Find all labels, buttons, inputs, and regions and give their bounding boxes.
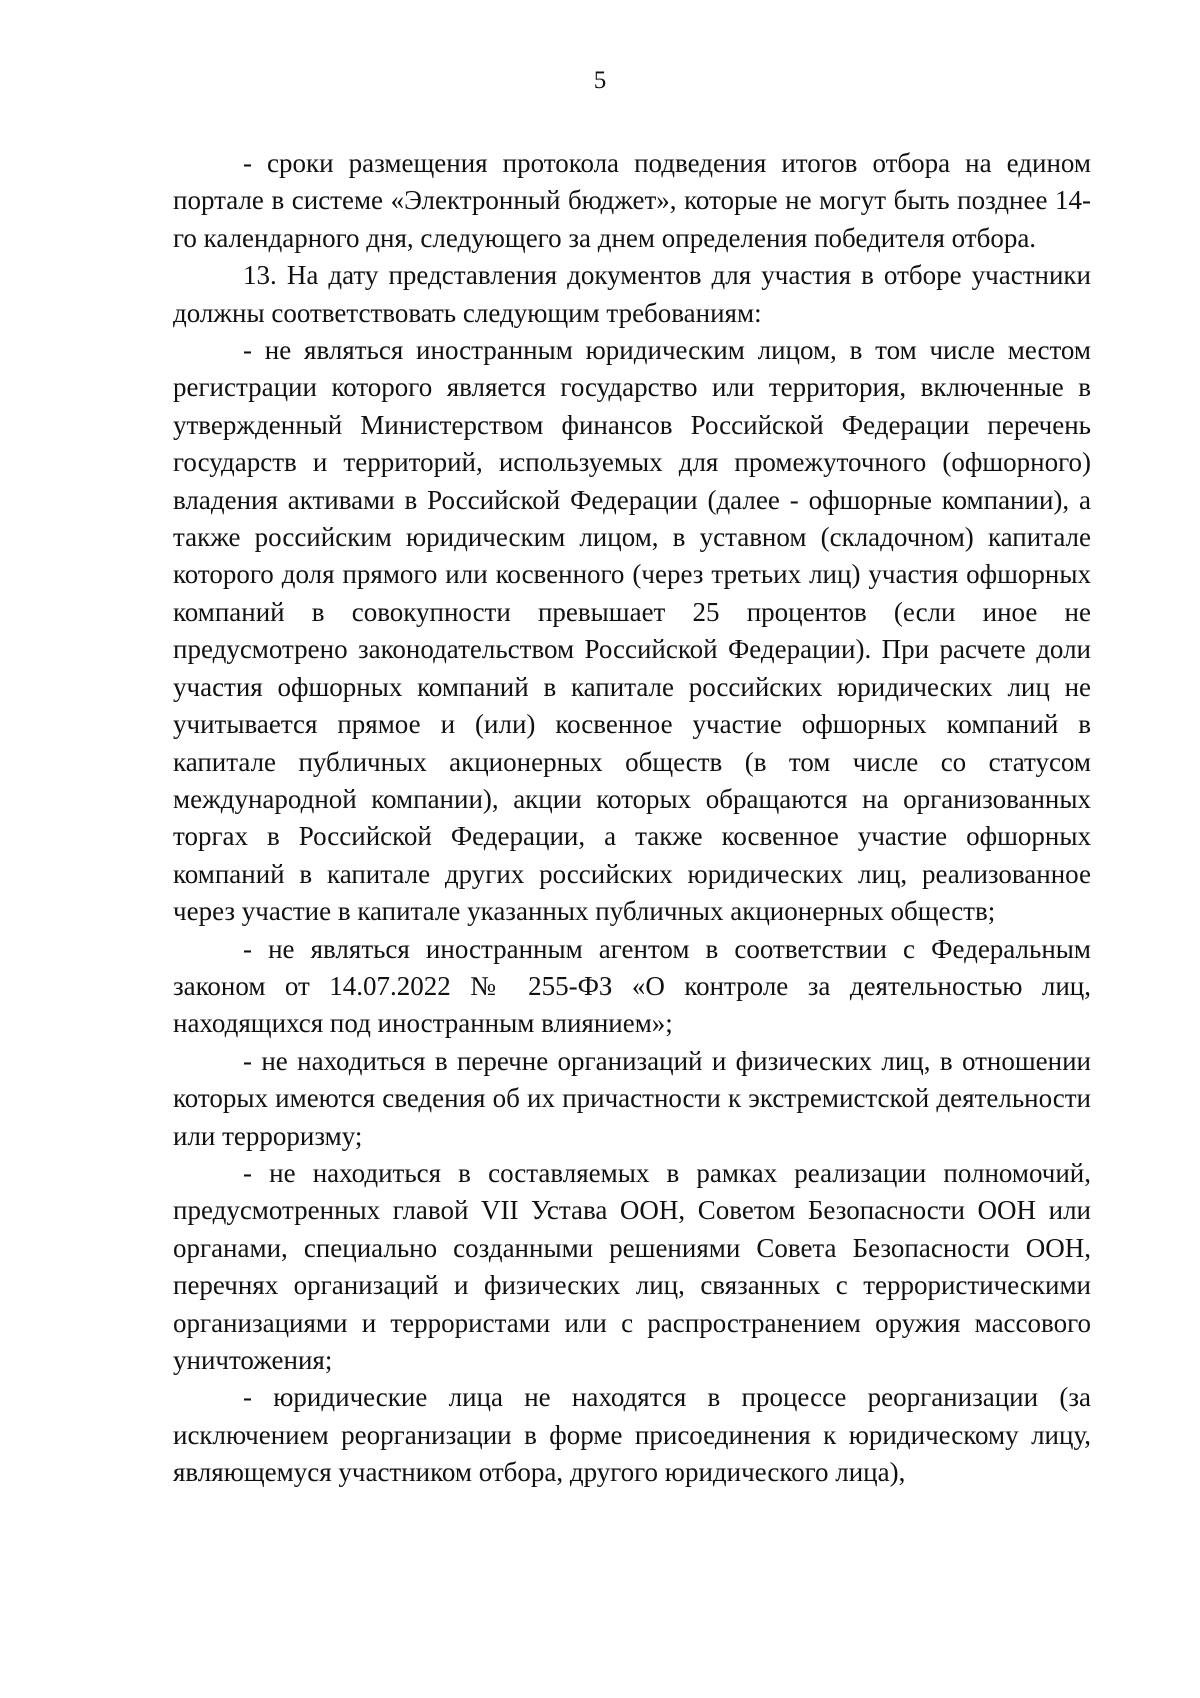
paragraph-un-security-council: - не находиться в составляемых в рамках реализации полномочий, предусмотренных главой VII Устава ООН, Советом Безопасности ООН или органами, специально созданными решениями Совета Безопасности ООН, перечнях организаций и физических лиц, связанных с террористическими организациями и террористами или с распространением оружия массового уничтожения; [173, 1157, 1091, 1375]
paragraph-extremism-list: - не находиться в перечне организаций и физических лиц, в отношении которых имеются сведения об их причастности к экстремистской деятельности или терроризму; [173, 1045, 1091, 1151]
paragraph-offshore-requirement: - не являться иностранным юридическим лицом, в том числе местом регистрации которого является государство или территория, включенные в утвержденный Министерством финансов Российской Федерации перечень государств и территорий, используемых для промежуточного (офшорного) владения активами в Российской Федерации (далее - офшорные компании), а также российским юридическим лицом, в уставном (складочном) капитале которого доля прямого или косвенного (через третьих лиц) участия офшорных компаний в совокупности превышает 25 процентов (если иное не предусмотрено законодательством Российской Федерации). При расчете доли участия офшорных компаний в капитале российских юридических лиц не учитывается прямое и (или) косвенное участие офшорных компаний в капитале публичных акционерных обществ (в том числе со статусом международной компании), акции которых обращаются на организованных торгах в Российской Федерации, а также косвенное участие офшорных компаний в капитале других российских юридических лиц, реализованное через участие в капитале указанных публичных акционерных обществ; [173, 335, 1091, 927]
paragraph-deadline-protocol: - сроки размещения протокола подведения итогов отбора на едином портале в системе «Электронный бюджет», которые не могут быть позднее 14-го календарного дня, следующего за днем определения победителя отбора. [173, 148, 1091, 253]
paragraph-foreign-agent: - не являться иностранным агентом в соответствии с Федеральным законом от 14.07.2022 № 255-ФЗ «О контроле за деятельностью лиц, находящихся под иностранным влиянием»; [173, 933, 1091, 1039]
paragraph-section-13: 13. На дату представления документов для участия в отборе участники должны соответствовать следующим требованиям: [173, 260, 1091, 328]
document-body [173, 145, 1091, 1492]
paragraph-reorganization: - юридические лица не находятся в процессе реорганизации (за исключением реорганизации в форме присоединения к юридическому лицу, являющемуся участником отбора, другого юридического лица), [173, 1382, 1091, 1488]
page-number: 5 [593, 67, 607, 94]
